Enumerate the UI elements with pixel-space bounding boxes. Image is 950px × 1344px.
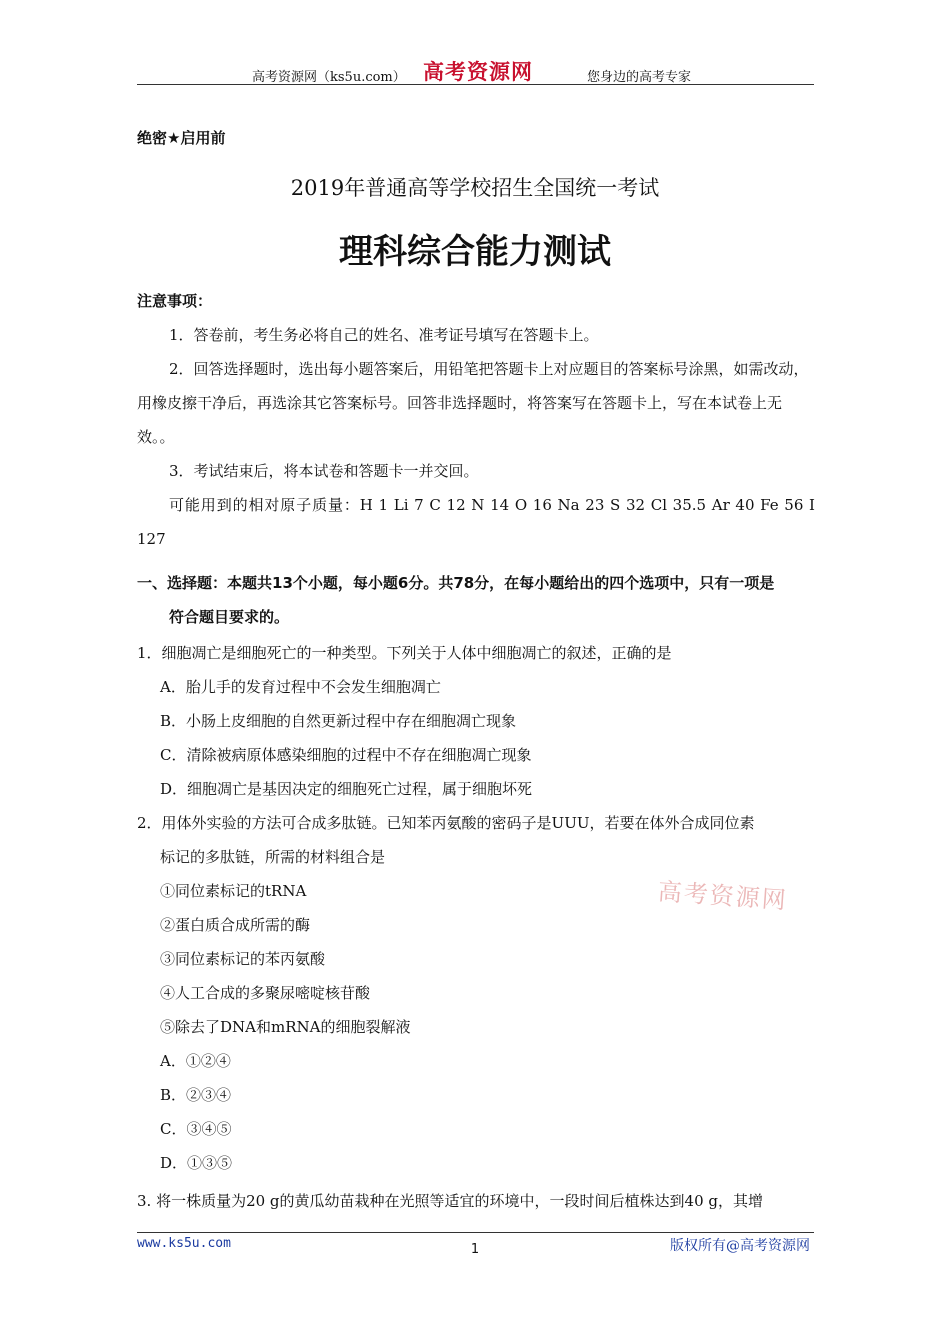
notice-item-1: 1．答卷前，考生务必将自己的姓名、准考证号填写在答题卡上。 <box>169 326 599 344</box>
paper-title: 理科综合能力测试 <box>339 232 611 272</box>
question-1-stem: 1．细胞凋亡是细胞死亡的一种类型。下列关于人体中细胞凋亡的叙述，正确的是 <box>137 644 672 662</box>
question-1-option-b: B．小肠上皮细胞的自然更新过程中存在细胞凋亡现象 <box>160 712 517 730</box>
question-2-item-5: ⑤除去了DNA和mRNA的细胞裂解液 <box>160 1018 411 1036</box>
question-2-item-1: ①同位素标记的tRNA <box>160 882 307 900</box>
question-2-item-2: ②蛋白质合成所需的酶 <box>160 916 311 934</box>
notice-heading: 注意事项： <box>137 292 213 310</box>
section-heading-line2: 符合题目要求的。 <box>169 608 290 626</box>
header-site-text: 高考资源网（ks5u.com） <box>252 70 406 85</box>
question-1-option-a: A．胎儿手的发育过程中不会发生细胞凋亡 <box>160 678 441 696</box>
secret-label: 绝密★启用前 <box>137 129 226 147</box>
exam-title: 2019年普通高等学校招生全国统一考试 <box>290 176 660 200</box>
question-1-option-d: D．细胞凋亡是基因决定的细胞死亡过程，属于细胞坏死 <box>160 780 533 798</box>
footer-copyright: 版权所有@高考资源网 <box>670 1238 810 1254</box>
question-2-option-b: B．②③④ <box>160 1086 232 1104</box>
question-1-option-c: C．清除被病原体感染细胞的过程中不存在细胞凋亡现象 <box>160 746 532 764</box>
question-2-stem-line1: 2．用体外实验的方法可合成多肽链。已知苯丙氨酸的密码子是UUU，若要在体外合成同位素 <box>137 814 755 832</box>
section-heading-line1: 一、选择题：本题共13个小题，每小题6分。共78分，在每小题给出的四个选项中，只有一项是 <box>137 574 775 592</box>
header-slogan: 您身边的高考专家 <box>587 70 692 85</box>
watermark: 高考资源网 <box>657 877 789 915</box>
notice-item-3: 3．考试结束后，将本试卷和答题卡一并交回。 <box>169 462 479 480</box>
question-3 <box>137 1184 815 1218</box>
question-1 <box>137 636 815 806</box>
question-2-item-3: ③同位素标记的苯丙氨酸 <box>160 950 326 968</box>
question-2 <box>137 806 815 1180</box>
section-heading <box>137 566 815 634</box>
footer-site-link[interactable]: www.ks5u.com <box>137 1236 231 1251</box>
page-footer <box>137 1232 814 1254</box>
notice-list <box>137 318 815 556</box>
page-header <box>137 59 814 85</box>
question-2-stem-line2: 标记的多肽链，所需的材料组合是 <box>160 848 386 866</box>
question-2-option-c: C．③④⑤ <box>160 1120 232 1138</box>
page-number: 1 <box>470 1242 480 1257</box>
question-2-item-4: ④人工合成的多聚尿嘧啶核苷酸 <box>160 984 371 1002</box>
site-logo: 高考资源网 <box>423 59 533 84</box>
question-2-option-a: A．①②④ <box>160 1052 231 1070</box>
question-2-option-d: D．①③⑤ <box>160 1154 233 1172</box>
question-3-stem-line1: 3. 将一株质量为20 g的黄瓜幼苗栽种在光照等适宜的环境中，一段时间后植株达到40 g，其增 <box>137 1192 763 1210</box>
atomic-masses: 可能用到的相对原子质量：H 1 Li 7 C 12 N 14 O 16 Na 23 S 32 Cl 35.5 Ar 40 Fe 56 I 127 <box>137 496 815 548</box>
notice-item-2: 2．回答选择题时，选出每小题答案后，用铅笔把答题卡上对应题目的答案标号涂黑，如需改动，用橡皮擦干净后，再选涂其它答案标号。回答非选择题时，将答案写在答题卡上，写在本试卷上无效。。 <box>137 360 809 446</box>
